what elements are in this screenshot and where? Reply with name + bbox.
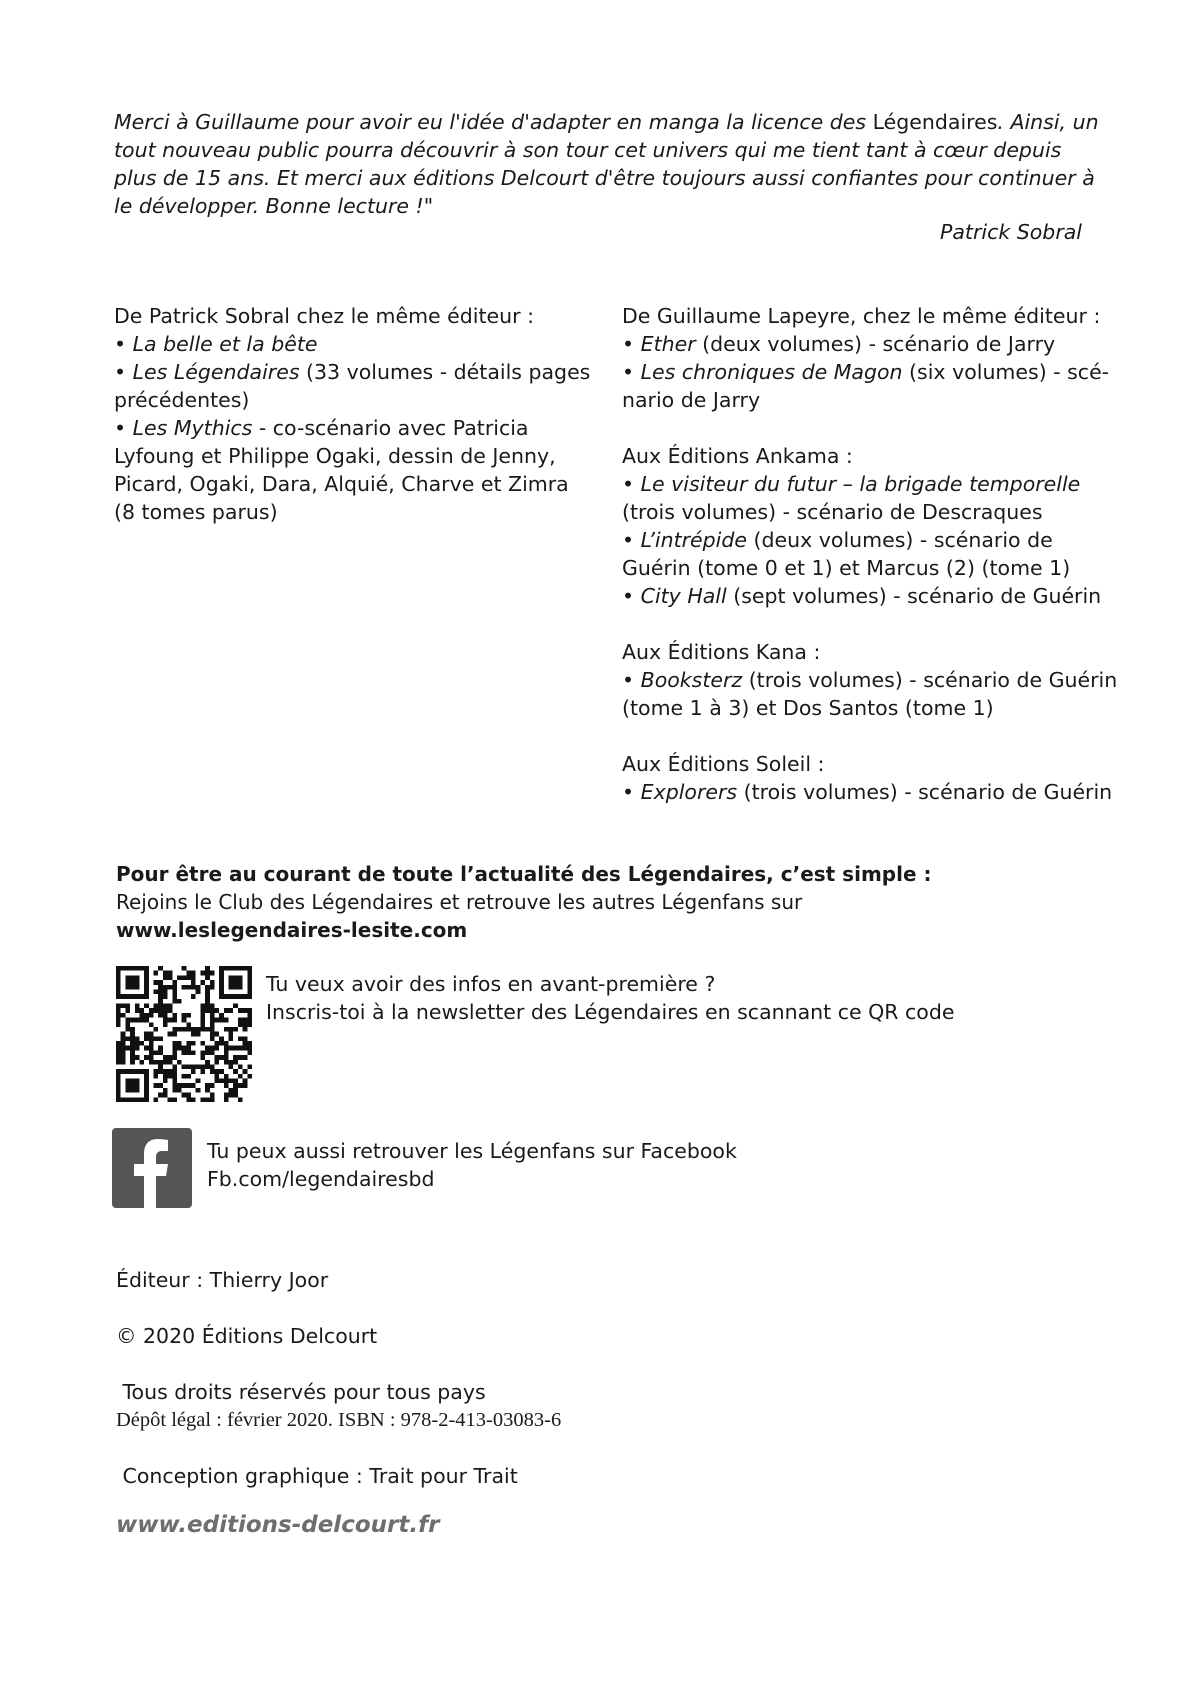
list-item: • La belle et la bête	[114, 332, 318, 356]
facebook-icon[interactable]	[112, 1128, 192, 1208]
fan-club-url[interactable]: www.leslegendaires-lesite.com	[116, 918, 468, 942]
quote-signature: Patrick Sobral	[940, 220, 1082, 244]
facebook-info	[207, 1137, 907, 1193]
facebook-f-icon	[112, 1128, 192, 1208]
list-item: • Les Mythics - co-scénario avec Patricia Lyfoung et Philippe Ogaki, dessin de Jenny, Picard, Ogaki, Dara, Alquié, Charve et Zimra (8 tomes parus)	[114, 416, 569, 524]
publisher-website[interactable]: www.editions-delcourt.fr	[116, 1512, 440, 1538]
graphic-design-credit: Conception graphique : Trait pour Trait	[116, 1464, 518, 1488]
rights-reserved: Tous droits réservés pour tous pays	[116, 1380, 486, 1404]
author-quote	[114, 108, 1104, 220]
list-item: • L’intrépide (deux volumes) - scénario de Guérin (tome 0 et 1) et Marcus (2) (tome 1)	[622, 528, 1071, 580]
qr-line-1: Tu veux avoir des infos en avant-première ?	[266, 972, 716, 996]
sobral-bibliography	[114, 302, 594, 526]
list-item: • Ether (deux volumes) - scénario de Jarry	[622, 332, 1056, 356]
list-item: • City Hall (sept volumes) - scénario de Guérin	[622, 584, 1102, 608]
sobral-heading: De Patrick Sobral chez le même éditeur :	[114, 304, 534, 328]
list-item: • Les Légendaires (33 volumes - détails pages précédentes)	[114, 360, 591, 412]
quote-part-1: Merci à Guillaume pour avoir eu l'idée d'adapter en manga la licence des	[114, 110, 873, 134]
qr-code[interactable]	[116, 966, 252, 1102]
list-item: • Booksterz (trois volumes) - scénario de Guérin (tome 1 à 3) et Dos Santos (tome 1)	[622, 668, 1118, 720]
lapeyre-bibliography	[622, 302, 1122, 806]
fan-club-headline: Pour être au courant de toute l’actualité des Légendaires, c’est simple :	[116, 862, 932, 886]
fan-club-info	[116, 860, 1016, 944]
quote-part-2: . Ainsi, un tout nouveau public pourra découvrir à son tour cet univers qui me tient tant à cœur depuis plus de 15 ans. Et merci aux éditions Delcourt d'être toujours aussi confiantes pour continuer à le développer. Bonne lecture !"	[114, 110, 1099, 218]
editor-credit: Éditeur : Thierry Joor	[116, 1268, 329, 1292]
qr-line-2: Inscris-toi à la newsletter des Légendaires en scannant ce QR code	[266, 1000, 955, 1024]
qr-code-graphic	[116, 966, 252, 1102]
fan-club-text: Rejoins le Club des Légendaires et retrouve les autres Légenfans sur	[116, 890, 803, 914]
ankama-heading: Aux Éditions Ankama :	[622, 444, 853, 468]
soleil-heading: Aux Éditions Soleil :	[622, 752, 825, 776]
lapeyre-heading: De Guillaume Lapeyre, chez le même éditeur :	[622, 304, 1101, 328]
list-item: • Les chroniques de Magon (six volumes) - scé-nario de Jarry	[622, 360, 1110, 412]
facebook-link[interactable]: Fb.com/legendairesbd	[207, 1167, 435, 1191]
legal-deposit: Dépôt légal : février 2020. ISBN : 978-2-413-03083-6	[116, 1409, 562, 1431]
facebook-line-1: Tu peux aussi retrouver les Légenfans sur Facebook	[207, 1139, 737, 1163]
kana-heading: Aux Éditions Kana :	[622, 640, 821, 664]
copyright: © 2020 Éditions Delcourt	[116, 1324, 378, 1348]
list-item: • Le visiteur du futur – la brigade temporelle (trois volumes) - scénario de Descraques	[622, 472, 1081, 524]
list-item: • Explorers (trois volumes) - scénario de Guérin	[622, 780, 1113, 804]
quote-series-title: Légendaires	[872, 110, 998, 134]
qr-description	[266, 970, 966, 1026]
